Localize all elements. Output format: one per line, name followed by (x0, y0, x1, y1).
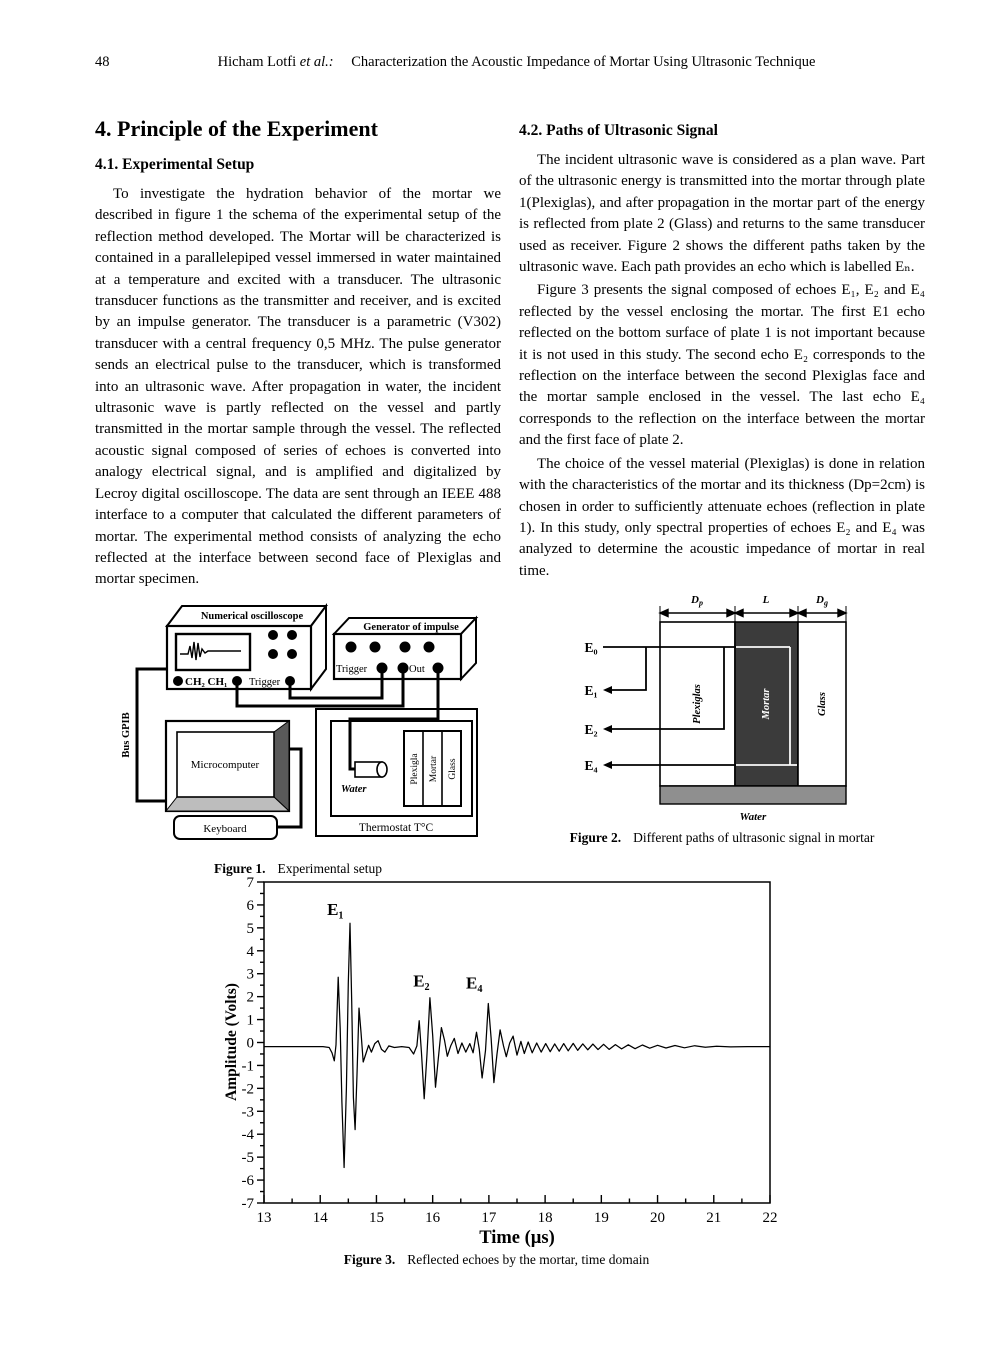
x-tick-label: 20 (650, 1210, 666, 1226)
gpib-cable (137, 669, 167, 801)
waveform-series (264, 923, 770, 1167)
right-paragraph-2: Figure 3 presents the signal composed of echoes E₁, E₂ and E₄ reflected by the vessel enclosing the mortar. The first E1 echo reflected on the bottom surface of plate 1 is not important because it is not used in this study. The second echo E₂ corresponds to the reflection on the interface between the second Plexiglas face and the mortar sample enclosed in the vessel. The last echo E₄ corresponds to the reflection on the interface between the mortar and the first face of plate 2. (519, 282, 925, 449)
x-tick-label: 19 (593, 1210, 609, 1226)
dimension-ticks (660, 606, 846, 622)
figure-1 (95, 601, 501, 877)
keyboard-label: Keyboard (203, 822, 247, 835)
annotation-E₂: E₂ (413, 971, 430, 991)
annotation-E₄: E₄ (466, 973, 483, 993)
et-al: et al.: (299, 54, 334, 70)
dp-dimension-label: $D_p$ (691, 594, 703, 608)
x-tick-label: 17 (481, 1210, 497, 1226)
y-tick-label: -5 (241, 1150, 254, 1167)
generator-label: Generator of impulse (363, 621, 459, 633)
water-label-fig1: Water (341, 783, 367, 795)
y-tick-label: 7 (246, 875, 254, 891)
generator-out-label: Out (409, 663, 425, 675)
figure-1-diagram (89, 601, 509, 857)
vessel-plexigla-label: Plexigla (410, 753, 420, 785)
figure-1-caption-label: Figure 1. (213, 860, 266, 876)
right-column (519, 116, 925, 877)
y-tick-label: -4 (241, 1127, 254, 1144)
e1-label: E₁ (584, 683, 598, 699)
y-tick-label: 0 (246, 1035, 254, 1052)
figure-2-caption-text: Different paths of ultrasonic signal in mortar (633, 830, 875, 846)
water-label-fig2: Water (739, 811, 767, 824)
bus-gpib-label: Bus GPIB (121, 712, 132, 758)
x-tick-label: 22 (762, 1210, 778, 1226)
y-axis-title: Amplitude (Volts) (223, 983, 240, 1101)
subsection-4-1: 4.1. Experimental Setup (95, 156, 255, 173)
water-bar (660, 786, 846, 804)
e0-label: E₀ (584, 640, 598, 656)
right-paragraph-3: The choice of the vessel material (Plexiglas) is done in relation with the characteristics of the mortar and its thickness (Dp=2cm) is chosen in order to sufficiently attenuate echoes (reflection in plate 1). In this study, only spectral properties of echoes E₂ and E₄ was analyzed to determine the acoustic impedance of mortar in real time. (519, 455, 925, 579)
section-heading: 4. Principle of the Experiment (95, 116, 378, 141)
figure-3-caption-text: Reflected echoes by the mortar, time domain (407, 1252, 650, 1267)
y-tick-label: 1 (246, 1012, 254, 1029)
y-tick-label: 4 (246, 943, 254, 960)
two-column-body (95, 116, 925, 877)
figure-3 (0, 872, 993, 1268)
axis-ticks (242, 875, 778, 1226)
dimension-arrows (660, 610, 846, 617)
x-tick-label: 14 (312, 1210, 328, 1226)
x-tick-label: 16 (425, 1210, 441, 1226)
y-tick-label: -6 (241, 1173, 254, 1190)
oscilloscope-trigger-label: Trigger (249, 676, 281, 688)
y-tick-label: 3 (246, 966, 254, 983)
dg-dimension-label: $D_g$ (816, 594, 828, 608)
figure-3-caption (0, 1252, 993, 1268)
oscilloscope-label: Numerical oscilloscope (200, 610, 304, 622)
y-tick-label: 6 (246, 897, 254, 914)
left-paragraph: To investigate the hydration behavior of the mortar we described in figure 1 the schema of the experimental setup of the reflection method developed. The Mortar will be characterized is contained in a parallelepiped vessel immersed in water maintained at a temperature and excited with a transducer. The ultrasonic transducer functions as the transmitter and receiver, and is excited by an impulse generator. The transducer is a parametric (V302) transducer with a central frequency 0,5 MHz. The pulse generator sends an electrical pulse to the transducer, which is transformed into an ultrasonic wave. After propagation in water, the incident ultrasonic wave is partly reflected on the vessel and partly transmitted in the mortar sample through the vessel. The reflected acoustic signal composed of series of echoes is converted into analogy electrical signal, and is amplified and digitalized by Lecroy digital oscilloscope. The data are sent through an IEEE 488 interface to a computer that calculated the different parameters of mortar. The experimental method consists of analyzing the echo reflected at the interface between second face of Plexiglas and mortar specimen. (95, 186, 501, 588)
e2-label: E₂ (584, 722, 598, 738)
figure-3-chart (222, 872, 792, 1250)
x-tick-label: 13 (256, 1210, 272, 1226)
e1-path (609, 647, 646, 690)
echo-arrowheads (603, 686, 612, 769)
figure-1-caption-text: Experimental setup (277, 860, 383, 876)
y-tick-label: -3 (241, 1104, 254, 1121)
l-dimension-label: L (762, 594, 770, 607)
figure-2-diagram (553, 592, 883, 826)
mortar-label: Mortar (761, 688, 772, 720)
x-tick-label: 21 (706, 1210, 722, 1226)
figure-2 (519, 592, 925, 846)
vessel-glass-label: Glass (448, 758, 458, 780)
y-tick-label: -1 (241, 1058, 254, 1075)
thermostat-label: Thermostat T°C (358, 821, 434, 834)
authors: Hicham Lotfi (217, 54, 297, 70)
figure-2-caption-label: Figure 2. (569, 830, 622, 846)
ch-label: CH₂ CH₁ (185, 675, 228, 688)
left-column (95, 116, 501, 877)
y-tick-label: -7 (241, 1196, 254, 1212)
vessel-mortar-label: Mortar (429, 755, 439, 782)
annotation-E₁: E₁ (327, 900, 344, 920)
echo-waveform (264, 923, 770, 1167)
plexiglas-label: Plexiglas (692, 684, 703, 724)
running-header (0, 54, 993, 71)
figure-3-caption-label: Figure 3. (343, 1252, 396, 1267)
paper-title: Characterization the Acoustic Impedance of Mortar Using Ultrasonic Technique (351, 54, 816, 70)
oscilloscope-screen (176, 634, 250, 670)
right-paragraph-1: The incident ultrasonic wave is considered as a plan wave. Part of the ultrasonic energy is transmitted into the mortar through plate 1(Plexiglas), and after propagation in the mortar part of the energy is reflected from plate 2 (Glass) and returns to the same transducer used as receiver. Figure 2 shows the different paths taken by the ultrasonic wave. Each path provides an echo which is labelled Eₙ. (519, 152, 925, 276)
y-tick-label: 5 (246, 920, 254, 937)
e4-label: E₄ (584, 758, 598, 774)
generator-trigger-label: Trigger (336, 663, 368, 675)
y-tick-label: 2 (246, 989, 254, 1006)
glass-label: Glass (817, 692, 828, 717)
x-tick-label: 18 (537, 1210, 553, 1226)
x-axis-title: Time (µs) (479, 1228, 555, 1248)
x-tick-label: 15 (368, 1210, 384, 1226)
figure-2-caption (519, 830, 925, 846)
y-tick-label: -2 (241, 1081, 254, 1098)
microcomputer-label: Microcomputer (190, 758, 260, 771)
running-head (0, 54, 993, 71)
subsection-4-2: 4.2. Paths of Ultrasonic Signal (519, 122, 718, 139)
page-number: 48 (95, 54, 110, 70)
